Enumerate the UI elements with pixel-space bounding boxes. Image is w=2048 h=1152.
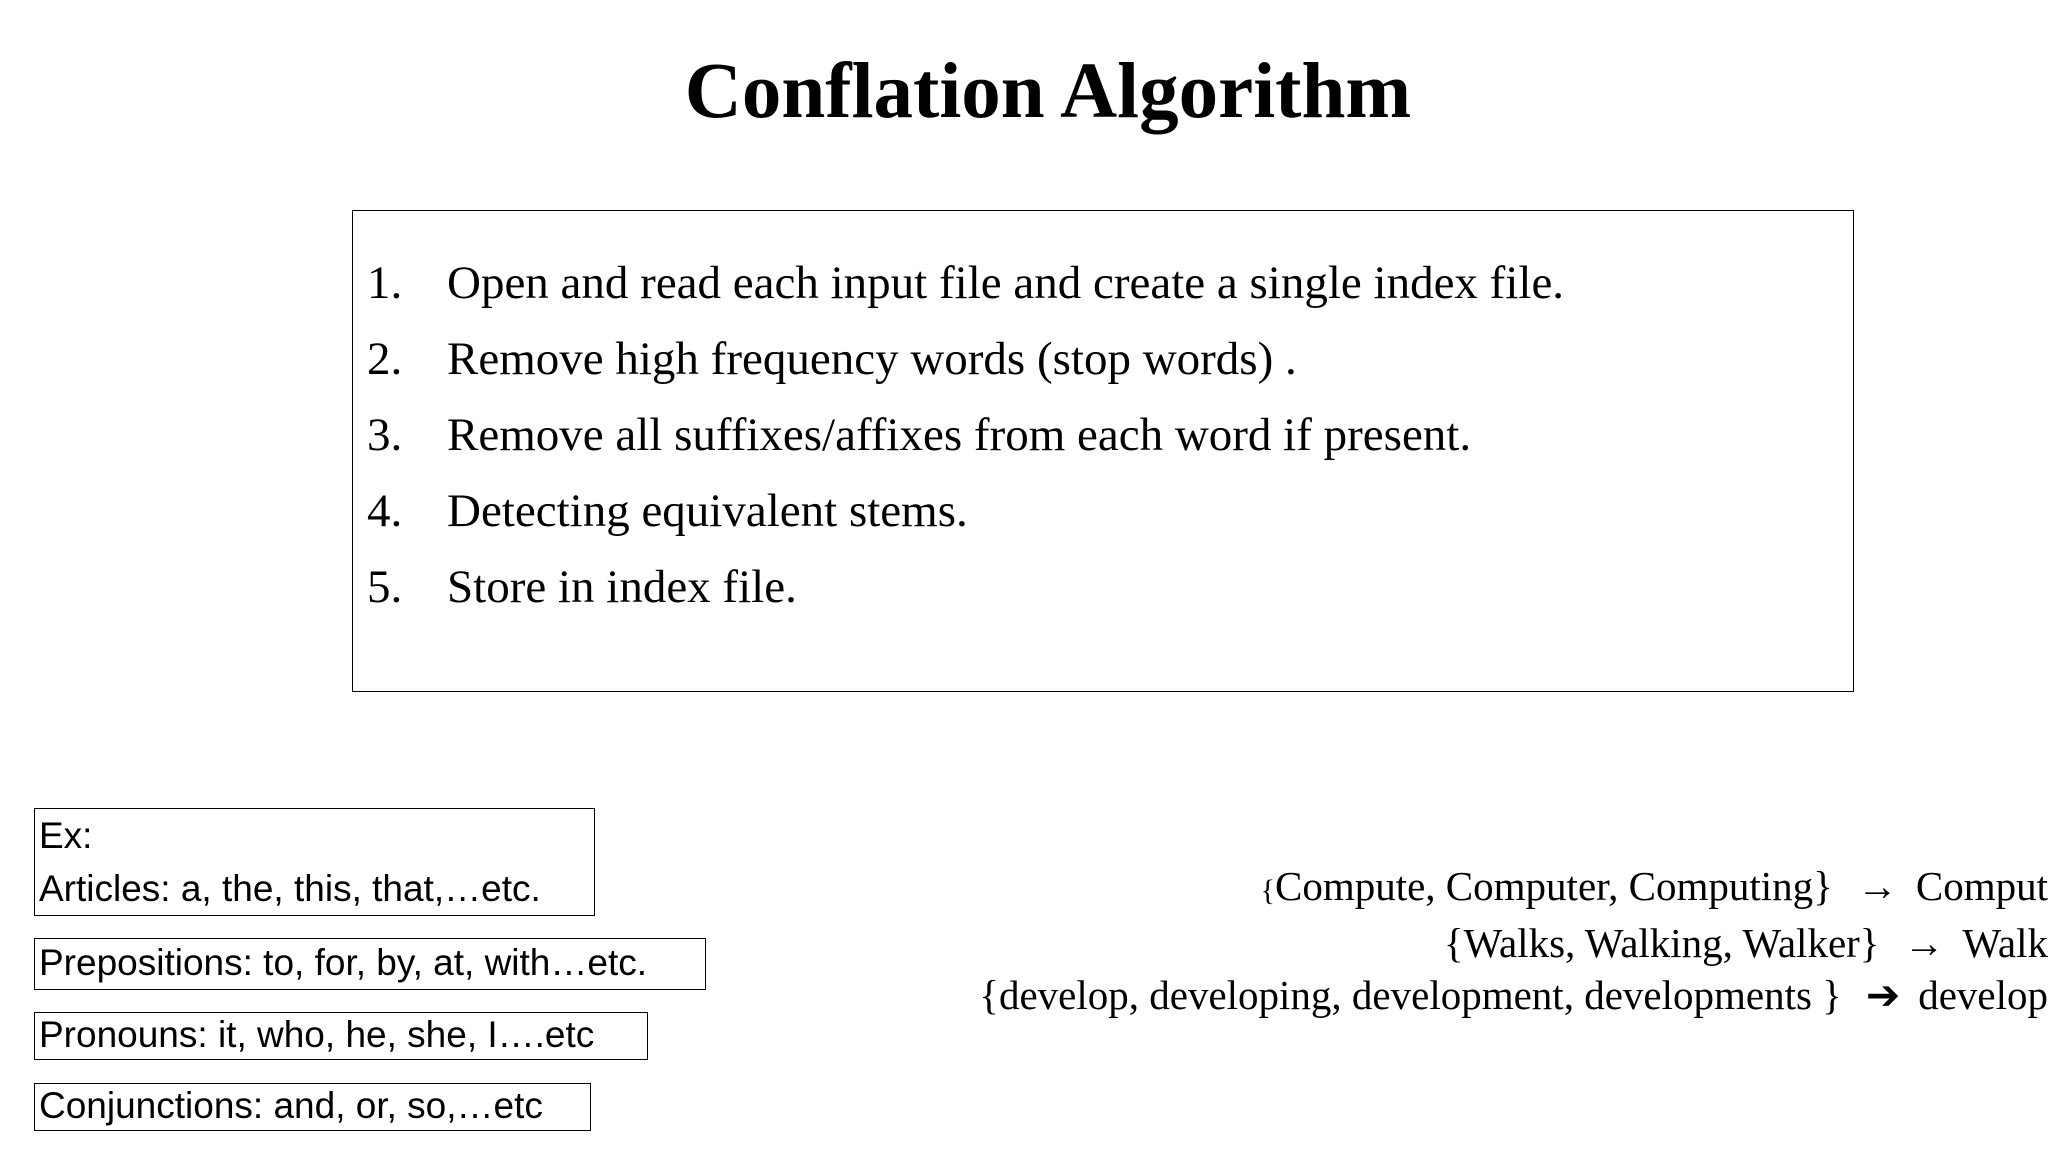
examples-heading: Ex:	[39, 815, 93, 856]
algorithm-steps-list	[367, 237, 1564, 633]
stem-words: {Walks, Walking, Walker}	[1443, 920, 1880, 966]
stem-examples	[979, 860, 2048, 1021]
pronouns-example-box	[34, 1012, 648, 1060]
algorithm-steps-box	[352, 210, 1854, 692]
stem-words: {develop, developing, development, developments }	[979, 972, 1842, 1018]
step-text: Store in index file.	[447, 561, 797, 613]
stem-open-brace: {	[1260, 874, 1275, 907]
stem-example-line	[979, 860, 2048, 917]
slide-title: Conflation Algorithm	[684, 48, 1412, 135]
step-number: 5.	[367, 561, 403, 613]
bold-right-arrow-icon: ➔	[1865, 972, 1901, 1018]
stem-result: Walk	[1962, 920, 2048, 966]
stem-result: Comput	[1915, 863, 2048, 909]
step-text: Remove all suffixes/affixes from each word if present.	[447, 409, 1472, 461]
step-number: 1.	[367, 257, 403, 309]
stem-example-line	[979, 917, 2048, 969]
step-text: Remove high frequency words (stop words) .	[447, 333, 1297, 385]
right-arrow-icon: →	[1856, 863, 1898, 909]
conjunctions-example: Conjunctions: and, or, so,…etc	[39, 1085, 543, 1126]
stem-result: develop	[1918, 972, 2048, 1018]
prepositions-example-box	[34, 938, 706, 990]
right-arrow-icon: →	[1903, 920, 1945, 966]
stem-example-line	[979, 969, 2048, 1021]
step-text: Detecting equivalent stems.	[447, 485, 968, 537]
prepositions-example: Prepositions: to, for, by, at, with…etc.	[39, 942, 648, 983]
step-number: 2.	[367, 333, 403, 385]
step-text: Open and read each input file and create a single index file.	[447, 257, 1565, 309]
conjunctions-example-box	[34, 1083, 591, 1131]
step-number: 3.	[367, 409, 403, 461]
articles-example: Articles: a, the, this, that,…etc.	[39, 868, 541, 909]
articles-example-box	[34, 808, 595, 916]
pronouns-example: Pronouns: it, who, he, she, I….etc	[39, 1014, 595, 1055]
step-number: 4.	[367, 485, 403, 537]
stem-words: Compute, Computer, Computing}	[1274, 863, 1833, 909]
